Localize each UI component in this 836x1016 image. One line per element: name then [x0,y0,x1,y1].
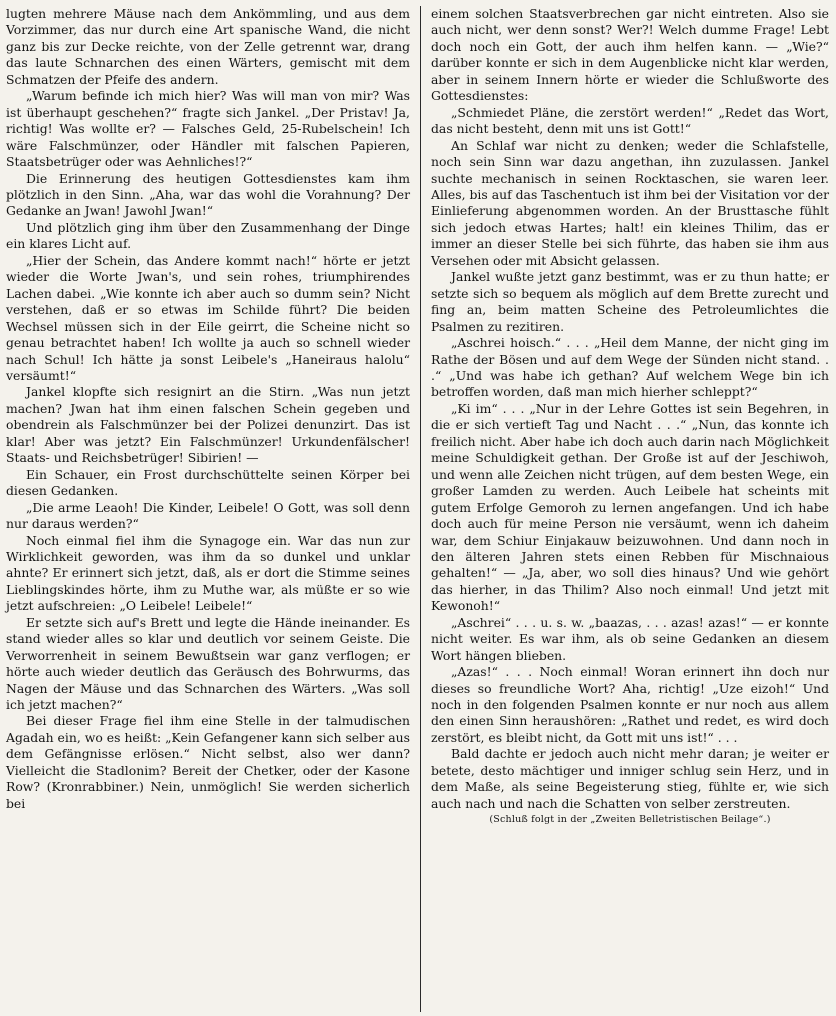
paragraph: lugten mehrere Mäuse nach dem Ankömmling, und aus dem Vorzimmer, das nur durch eine Art spanische Wand, die nicht ganz bis zur Decke reichte, von der Zelle getrennt war, drang das laute Schnarchen des einen Wärters, gemischt mit dem Schmatzen der Pfeife des andern. [6,6,410,87]
paragraph: Ein Schauer, ein Frost durchschüttelte seinen Körper bei diesen Gedanken. [6,466,410,499]
paragraph: „Schmiedet Pläne, die zerstört werden!“ „Redet das Wort, das nicht besteht, denn mit uns ist Gott!“ [431,104,829,137]
paragraph: Jankel wußte jetzt ganz bestimmt, was er zu thun hatte; er setzte sich so bequem als möglich auf dem Brette zurecht und fing an, beim matten Scheine des Petroleumlichtes die Psalmen zu rezitiren. [431,269,829,334]
paragraph: „Die arme Leaoh! Die Kinder, Leibele! O Gott, was soll denn nur daraus werden?“ [6,499,410,532]
paragraph: „Ki im“ . . . „Nur in der Lehre Gottes ist sein Begehren, in die er sich vertieft Tag und Nacht . . .“ „Nun, das konnte ich freilich nicht. Aber habe ich doch auch darin nach Möglichkeit meine Schuldigkeit gethan. Der Große ist auf der Jeschiwoh, und wenn alle Zeichen nicht trügen, auf dem besten Wege, ein großer Lamden zu werden. Auch Leibele hat scheints mit gutem Erfolge Gemoroh zu lernen angefangen. Und ich habe doch auch für meine Person nie versäumt, wenn ich daheim war, dem Schiur Einjakauw beizuwohnen. Und dann noch in den älteren Jahren stets einen Rebben für Mischnaious gehalten!“ — „Ja, aber, wo soll dies hinaus? Und wie gehört das hierher, in das Thilim? Also noch einmal! Und jetzt mit Kewonoh!“ [431,400,829,614]
paragraph: Noch einmal fiel ihm die Synagoge ein. War das nun zur Wirklichkeit geworden, was ihm da so dunkel und unklar ahnte? Er erinnert sich jetzt, daß, als er dort die Stimme seines Lieblingskindes hörte, ihm zu Muthe war, als müßte er so wie jetzt aufschreien: „O Leibele! Leibele!“ [6,532,410,614]
paragraph: Jankel klopfte sich resignirt an die Stirn. „Was nun jetzt machen? Jwan hat ihm einen falschen Schein gegeben und obendrein als Falschmünzer bei der Polizei denunzirt. Das ist klar! Aber was jetzt? Ein Falschmünzer! Urkundenfälscher! Staats- und Reichsbetrüger! Sibirien! — [6,384,410,466]
paragraph: „Azas!“ . . . Noch einmal! Woran erinnert ihn doch nur dieses so freundliche Wort? Aha, richtig! „Uze eizoh!“ Und noch in den folgenden Psalmen konnte er nur noch aus allem den einen Sinn heraushören: „Rathet und redet, es wird doch zerstört, es bleibt nicht, da Gott mit uns ist!“ . . . [431,664,829,745]
paragraph: „Hier der Schein, das Andere kommt nach!“ hörte er jetzt wieder die Worte Jwan's, und sein rohes, triumphirendes Lachen dabei. „Wie konnte ich aber auch so dumm sein? Nicht verstehen, daß er so etwas im Schilde führt? Die beiden Wechsel müssen sich in der Eile geirrt, die Scheine nicht so genau betrachtet haben! Ich wollte ja auch so schnell wieder nach Schul! Ich hätte ja sonst Leibele's „Haneiraus halolu“ versäumt!“ [6,252,410,383]
paragraph: Er setzte sich auf's Brett und legte die Hände ineinander. Es stand wieder alles so klar und deutlich vor seinem Geiste. Die Verworrenheit in seinem Bewußtsein war ganz verflogen; er hörte auch wieder deutlich das Geräusch des Bohrwurms, das Nagen der Mäuse und das Schnarchen des Wärters. „Was soll ich jetzt machen?“ [6,614,410,713]
paragraph: An Schlaf war nicht zu denken; weder die Schlafstelle, noch sein Sinn war dazu angethan, ihn zuzulassen. Jankel suchte mechanisch in seinen Rocktaschen, sie waren leer. Alles, bis auf das Taschentuch ist ihm bei der Visitation vor der Einlieferung abgenommen worden. An der Brusttasche fühlt sich jedoch etwas Hartes; halt! ein kleines Thilim, das er immer an dieser Stelle bei sich führte, das haben sie ihm aus Versehen oder mit Absicht gelassen. [431,137,829,268]
right-column [421,6,831,1016]
continuation-note: (Schluß folgt in der „Zweiten Belletristischen Beilage“.) [489,814,771,826]
paragraph: „Aschrei“ . . . u. s. w. „baazas, . . . azas! azas!“ — er konnte nicht weiter. Es war ihm, als ob seine Gedanken an diesem Wort hängen blieben. [431,614,829,663]
paragraph: Bald dachte er jedoch auch nicht mehr daran; je weiter er betete, desto mächtiger und inniger schlug sein Herz, und in dem Maße, als seine Begeisterung stieg, fühlte er, wie sich auch nach und nach die Schatten von selber zerstreuten. [431,746,829,811]
paragraph: Und plötzlich ging ihm über den Zusammenhang der Dinge ein klares Licht auf. [6,219,410,252]
paragraph: einem solchen Staatsverbrechen gar nicht eintreten. Also sie auch nicht, wer denn sonst? Wer?! Welch dumme Frage! Lebt doch noch ein Gott, der auch ihm helfen kann. — „Wie?“ darüber konnte er sich in dem Augenblicke nicht klar werden, aber in seinem Innern hörte er wieder die Schlußworte des Gottesdienstes: [431,6,829,104]
paragraph: „Warum befinde ich mich hier? Was will man von mir? Was ist überhaupt geschehen?“ fragte sich Jankel. „Der Pristav! Ja, richtig! Was wollte er? — Falsches Geld, 25-Rubelschein! Ich wäre Falschmünzer, oder Händler mit falschen Papieren, Staatsbetrüger oder was Aehnliches!?“ [6,88,410,170]
paragraph: Bei dieser Frage fiel ihm eine Stelle in der talmudischen Agadah ein, wo es heißt: „Kein Gefangener kann sich selber aus dem Gefängnisse erlösen.“ Nicht selbst, also wer dann? Vielleicht die Stadlonim? Bereit der Chetker, oder der Kasone Row? (Kronrabbiner.) Nein, unmöglich! Sie werden sicherlich bei [6,713,410,811]
left-column [4,6,420,1016]
paragraph: „Aschrei hoisch.“ . . . „Heil dem Manne, der nicht ging im Rathe der Bösen und auf dem Wege der Sünden nicht stand. . .“ „Und was habe ich gethan? Auf welchem Wege bin ich betroffen worden, daß man mich hierher schleppt?“ [431,335,829,400]
paragraph: Die Erinnerung des heutigen Gottesdienstes kam ihm plötzlich in den Sinn. „Aha, war das wohl die Vorahnung? Der Gedanke an Jwan! Jawohl Jwan!“ [6,170,410,219]
